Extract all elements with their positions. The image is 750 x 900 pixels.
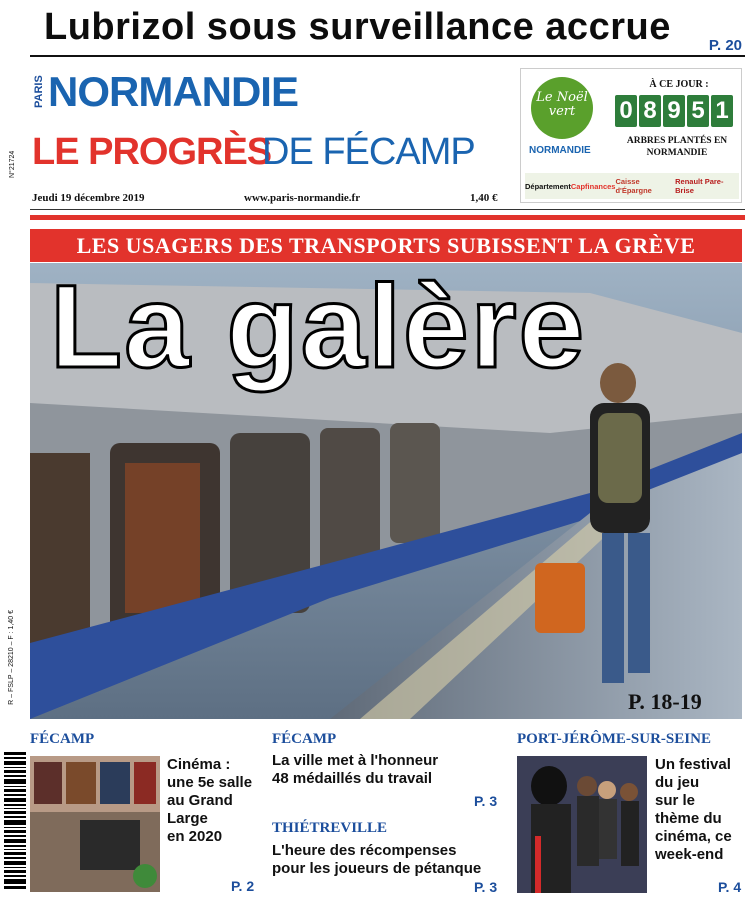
story-4-kicker: PORT-JÉRÔME-SUR-SEINE bbox=[517, 731, 711, 747]
story-2-page: P. 3 bbox=[474, 793, 498, 809]
issue-date: Jeudi 19 décembre 2019 bbox=[32, 192, 145, 204]
story-1-photo-cinema[interactable] bbox=[30, 756, 160, 892]
noel-vert-badge: Le Noël vert bbox=[531, 77, 593, 139]
story-4-photo-festival[interactable] bbox=[517, 756, 647, 893]
story-3-kicker: THIÉTREVILLE bbox=[272, 820, 388, 836]
counter-digit: 1 bbox=[711, 95, 733, 127]
story-1-kicker: FÉCAMP bbox=[30, 731, 95, 747]
counter-digit: 9 bbox=[663, 95, 685, 127]
promo-brand: NORMANDIE bbox=[529, 145, 591, 156]
story-2-title[interactable]: La ville met à l'honneur 48 médaillés du travail bbox=[272, 752, 439, 787]
sponsor-logo: Département bbox=[525, 181, 571, 191]
sponsor-strip bbox=[525, 173, 739, 199]
masthead-normandie: NORMANDIE bbox=[48, 68, 298, 115]
story-3-title[interactable]: L'heure des récompenses pour les joueurs de pétanque bbox=[272, 842, 482, 877]
top-headline-page: P. 20 bbox=[708, 37, 742, 54]
story-4-page: P. 4 bbox=[718, 879, 742, 895]
story-1-title[interactable]: Cinéma : une 5e salle au Grand Large en 2020 bbox=[167, 756, 253, 845]
sponsor-logo: Capfinances bbox=[570, 181, 616, 191]
barcode bbox=[4, 752, 26, 892]
promo-a-ce-jour: À CE JOUR : bbox=[649, 79, 709, 90]
divider bbox=[30, 55, 745, 57]
red-divider bbox=[30, 215, 745, 220]
masthead-paris: PARIS bbox=[33, 75, 45, 109]
masthead-de-fecamp: DE FÉCAMP bbox=[262, 131, 475, 173]
trees-planted-label: ARBRES PLANTÉS EN NORMANDIE bbox=[626, 136, 728, 158]
website-link[interactable]: www.paris-normandie.fr bbox=[244, 192, 361, 204]
top-banner[interactable] bbox=[0, 0, 750, 58]
counter-digit: 8 bbox=[639, 95, 661, 127]
masthead-progres: LE PROGRÈS bbox=[32, 131, 272, 173]
story-4-title[interactable]: Un festival du jeu sur le thème du cinéma, ce week-end bbox=[655, 756, 732, 863]
story-3-page: P. 3 bbox=[474, 879, 498, 895]
story-1-page: P. 2 bbox=[231, 878, 255, 894]
festival-illustration bbox=[517, 756, 647, 893]
price: 1,40 € bbox=[470, 192, 498, 204]
main-headline[interactable]: La galère bbox=[50, 261, 587, 393]
main-kicker[interactable]: LES USAGERS DES TRANSPORTS SUBISSENT LA GRÈVE bbox=[30, 229, 742, 262]
sponsor-logo: Caisse d'Épargne bbox=[615, 177, 652, 195]
cinema-illustration bbox=[30, 756, 160, 892]
side-code: R – FSLP – 28210 – F : 1,40 € bbox=[8, 610, 15, 705]
counter-digit: 5 bbox=[687, 95, 709, 127]
main-story-page: P. 18-19 bbox=[628, 689, 702, 714]
story-2-kicker: FÉCAMP bbox=[272, 731, 337, 747]
divider bbox=[30, 209, 745, 210]
counter-digit: 0 bbox=[615, 95, 637, 127]
top-headline[interactable]: Lubrizol sous surveillance accrue bbox=[44, 6, 671, 48]
sponsor-logo: Renault Pare-Brise bbox=[675, 177, 724, 195]
issue-number: N°21724 bbox=[9, 150, 16, 178]
tree-counter bbox=[615, 95, 733, 127]
noel-vert-promo[interactable] bbox=[520, 68, 742, 203]
